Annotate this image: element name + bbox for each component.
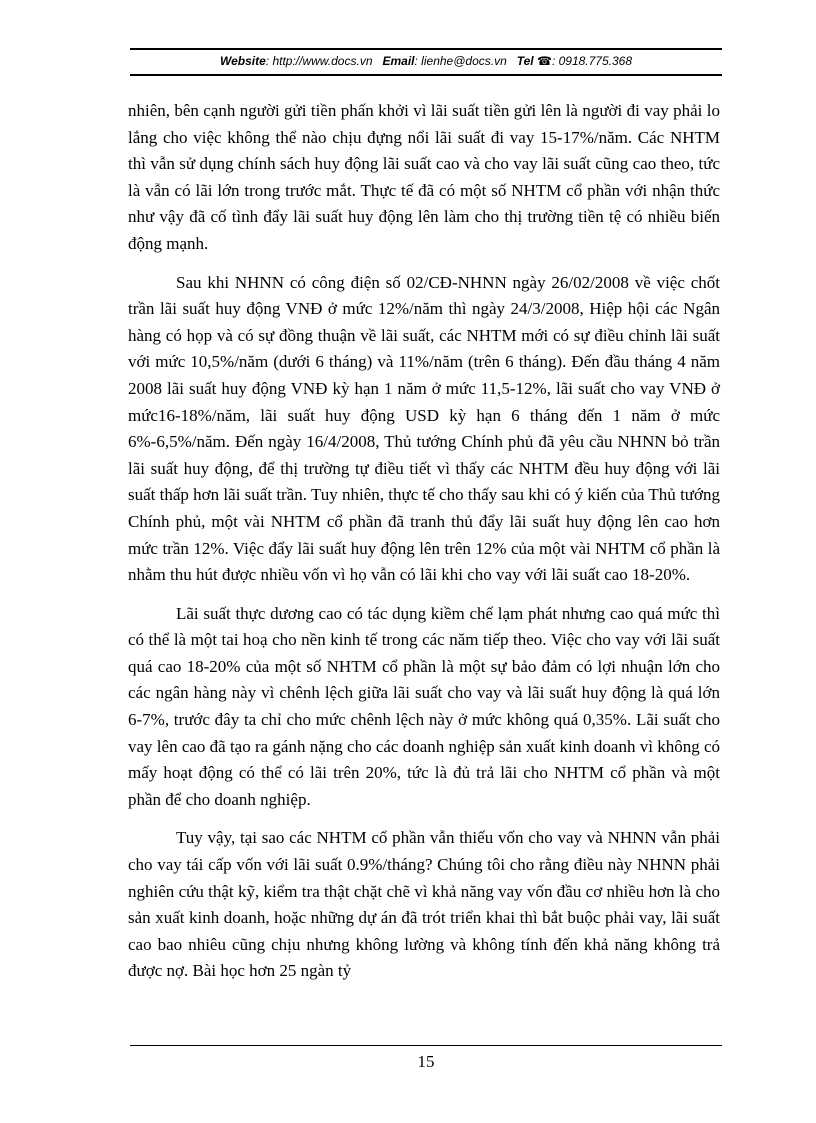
paragraph-1: nhiên, bên cạnh người gửi tiền phấn khởi vì lãi suất tiền gửi lên là người đi vay phải lo lắng cho việc không thể nào chịu đựng nổi lãi suất đi vay 15-17%/năm. Các NHTM thì vẫn sử dụng chính sách huy động lãi suất cao và cho vay lãi suất cũng cao theo, tức là vẫn có lãi lớn trong trước mắt. Thực tế đã có một số NHTM cổ phần với nhận thức như vậy đã cố tình đẩy lãi suất huy động lên làm cho thị trường tiền tệ có nhiều biến động mạnh.	[128, 101, 720, 253]
website-value: : http://www.docs.vn	[265, 54, 373, 68]
footer-divider	[130, 1045, 722, 1046]
page-number: 15	[417, 1052, 435, 1071]
tel-label: Tel ☎	[516, 54, 552, 68]
paragraph-4: Tuy vậy, tại sao các NHTM cổ phần vẫn thiếu vốn cho vay và NHNN vẫn phải cho vay tái cấp vốn với lãi suất 0.9%/tháng? Chúng tôi cho rằng điều này NHNN phải nghiên cứu thật kỹ, kiểm tra thật chặt chẽ vì khả năng vay vốn đầu cơ nhiều hơn là cho sản xuất kinh doanh, hoặc những dự án đã trót triển khai thì bắt buộc phải vay, lãi suất cao bao nhiêu cũng chịu nhưng không lường và không tính đến khả năng không trả được nợ. Bài học hơn 25 ngàn tỷ	[128, 828, 720, 981]
paragraph-3: Lãi suất thực dương cao có tác dụng kiềm chế lạm phát nhưng cao quá mức thì có thể là một tai hoạ cho nền kinh tế trong các năm tiếp theo. Việc cho vay với lãi suất quá cao 18-20% của một số NHTM cổ phần là một sự bảo đảm có lợi nhuận lớn cho các ngân hàng này vì chênh lệch giữa lãi suất cho vay và lãi suất huy động là quá lớn 6-7%, trước đây ta chỉ cho mức chênh lệch này ở mức không quá 0,35%. Lãi suất cho vay lên cao đã tạo ra gánh nặng cho các doanh nghiệp sản xuất kinh doanh vì không có mấy hoạt động có thể có lãi trên 20%, tức là đủ trả lãi cho NHTM cổ phần và một phần để cho doanh nghiệp.	[128, 603, 720, 809]
document-body	[128, 98, 720, 985]
tel-value: : 0918.775.368	[551, 54, 633, 68]
page-header	[130, 48, 722, 76]
website-label: Website	[219, 54, 266, 68]
paragraph-2: Sau khi NHNN có công điện số 02/CĐ-NHNN ngày 26/02/2008 về việc chốt trần lãi suất huy động VNĐ ở mức 12%/năm thì ngày 24/3/2008, Hiệp hội các Ngân hàng có họp và có sự đồng thuận về lãi suất, các NHTM mới có sự điều chỉnh lãi suất với mức 10,5%/năm (dưới 6 tháng) và 11%/năm (trên 6 tháng). Đến đầu tháng 4 năm 2008 lãi suất huy động VNĐ kỳ hạn 1 năm ở mức 11,5-12%, lãi suất cho vay VNĐ ở mức16-18%/năm, lãi suất huy động USD kỳ hạn 6 tháng đến 1 năm ở mức 6%-6,5%/năm. Đến ngày 16/4/2008, Thủ tướng Chính phủ đã yêu cầu NHNN bỏ trần lãi suất huy động, để thị trường tự điều tiết vì thấy các NHTM đều huy động với lãi suất thấp hơn lãi suất trần. Tuy nhiên, thực tế cho thấy sau khi có ý kiến của Thủ tướng Chính phủ, một vài NHTM cổ phần đã tranh thủ đẩy lãi suất huy động lên cao hơn mức trần 12%. Việc đẩy lãi suất huy động lên trên 12% của một vài NHTM cổ phần là nhằm thu hút được nhiều vốn vì họ vẫn có lãi khi cho vay với lãi suất cao 18-20%.	[128, 272, 720, 585]
email-label: Email	[382, 54, 415, 68]
email-value: : lienhe@docs.vn	[414, 54, 507, 68]
